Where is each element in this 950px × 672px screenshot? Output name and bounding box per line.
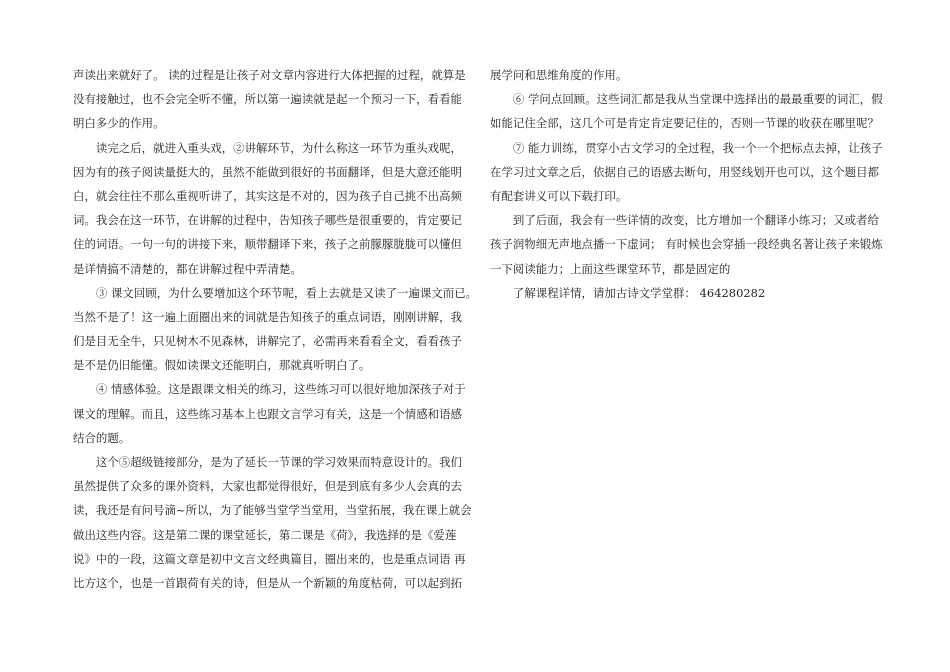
text-line: 课文的理解。而且，这些练习基本上也跟文言学习有关，这是一个情感和语感 (73, 406, 462, 421)
text-line: 有配套讲义可以下载打印。 (490, 188, 628, 203)
left-column (73, 63, 478, 595)
right-column (490, 63, 882, 305)
text-line: 住的词语。一句一句的讲接下来，顺带翻译下来，孩子之前朦朦胧胧可以懂但 (73, 237, 462, 252)
text-line: 结合的题。 (73, 430, 131, 445)
text-line: ③ 课文回顾，为什么要增加这个环节呢，看上去就是又读了一遍课文而已。 (73, 285, 478, 300)
text-line: 词。我会在这一环节，在讲解的过程中，告知孩子哪些是很重要的，肯定要记 (73, 213, 462, 228)
contact-line: 了解课程详情，请加古诗文学堂群： 464280282 (490, 285, 766, 300)
text-line: ⑥ 学问点回顾。这些词汇都是我从当堂课中选择出的最最重要的词汇，假 (490, 92, 883, 107)
text-line: 因为有的孩子阅读量挺大的，虽然不能做到很好的书面翻译，但是大意还能明 (73, 164, 462, 179)
text-line: 展学问和思维角度的作用。 (490, 68, 628, 82)
text-line: ⑦ 能力训练，贯穿小古文学习的全过程，我一个一个把标点去掉，让孩子 (490, 140, 883, 155)
text-line: 做出这些内容。这是第二课的课堂延长，第二课是《荷》，我选择的是《爱莲 (73, 527, 457, 542)
text-line: 读，我还是有问号滴~所以，为了能够当堂学当堂用，当堂拓展，我在课上就会 (73, 503, 472, 518)
text-line: 这个⑤超级链接部分，是为了延长一节课的学习效果而特意设计的。我们 (73, 455, 462, 469)
text-line: 声读出来就好了。 读的过程是让孩子对文章内容进行大体把握的过程，就算是 (73, 68, 466, 82)
text-line: 读完之后，就进入重头戏，②讲解环节，为什么称这一环节为重头戏呢， (73, 140, 462, 155)
text-line: 如能记住全部，这几个可是肯定肯定要记住的，否则一节课的收获在哪里呢？ (490, 116, 879, 131)
text-line: 白，就会往往不那么重视听讲了，其实这是不对的，因为孩子自己挑不出高频 (73, 188, 462, 203)
text-line: 没有接触过，也不会完全听不懂，所以第一遍读就是起一个预习一下，看看能 (73, 92, 462, 107)
text-line: 是详情搞不清楚的，都在讲解过程中弄清楚。 (73, 261, 302, 276)
text-line: 当然不是了！这一遍上面圈出来的词就是告知孩子的重点词语，刚刚讲解，我 (73, 309, 462, 324)
text-line: 到了后面，我会有一些详情的改变，比方增加一个翻译小练习；又或者给 (490, 213, 879, 228)
text-line: 虽然提供了众多的课外资料，大家也都觉得很好，但是到底有多少人会真的去 (73, 479, 462, 494)
text-line: 是不是仍旧能懂。假如读课文还能明白，那就真听明白了。 (73, 358, 371, 373)
text-line: 一下阅读能力；上面这些课堂环节，都是固定的 (490, 261, 731, 276)
text-line: 们是目无全牛，只见树木不见森林，讲解完了，必需再来看看全文，看看孩子 (73, 334, 462, 349)
text-line: 比方这个，也是一首跟荷有关的诗，但是从一个新颖的角度枯荷，可以起到拓 (73, 575, 462, 590)
text-line: 明白多少的作用。 (73, 116, 165, 131)
text-line: ④ 情感体验。这是跟课文相关的练习，这些练习可以很好地加深孩子对于 (73, 382, 466, 397)
text-line: 在学习过文章之后，依据自己的语感去断句，用竖线划开也可以，这个题目都 (490, 164, 879, 179)
text-line: 说》中的一段，这篇文章是初中文言文经典篇目，圈出来的，也是重点词语 再 (73, 551, 466, 566)
text-line: 孩子润物细无声地点播一下虚词； 有时候也会穿插一段经典名著让孩子来锻炼 (490, 237, 883, 252)
